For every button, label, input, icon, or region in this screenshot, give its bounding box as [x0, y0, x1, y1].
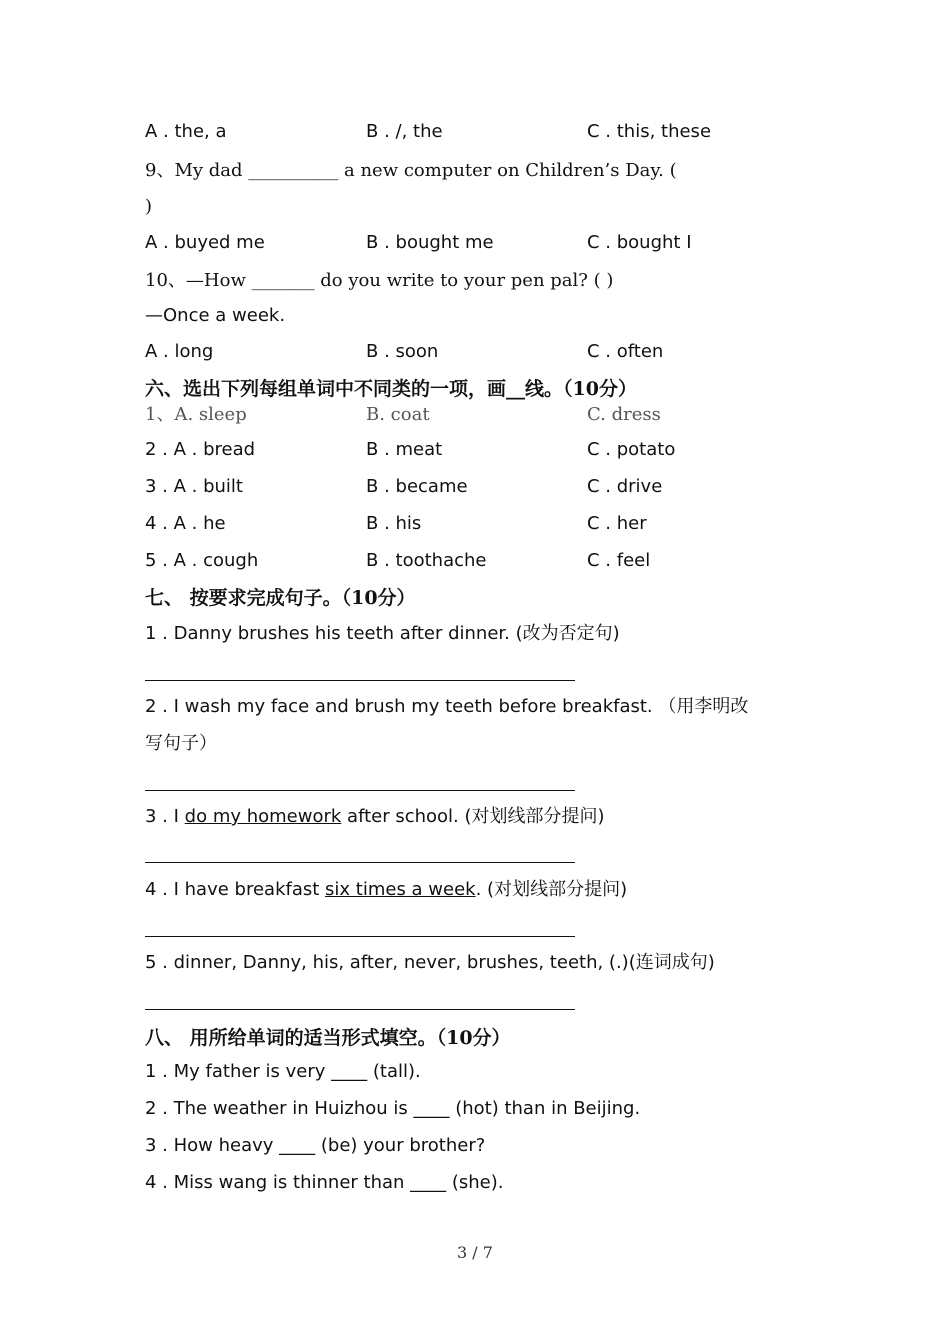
item5-option-a: 5 . A . cough: [145, 550, 259, 571]
section8-item-1: 1 . My father is very ____ (tall).: [145, 1061, 421, 1082]
item1-option-a: 1、A. sleep: [145, 404, 247, 425]
section8-item-3: 3 . How heavy ____ (be) your brother?: [145, 1135, 486, 1156]
section7-sentence-2: 2 . I wash my face and brush my teeth before breakfast. （用李明改: [145, 696, 749, 717]
s4-suffix: . (对划线部分提问): [475, 879, 628, 900]
section6-item-1: [145, 403, 661, 427]
item4-option-a: 4 . A . he: [145, 513, 226, 534]
q9-options: [145, 231, 692, 255]
q9-option-c: C . bought I: [587, 232, 692, 253]
q8-options: [145, 120, 712, 144]
section7-sentence-4: [145, 878, 627, 902]
q10-stem: 10、—How _______ do you write to your pen pal? ( ): [145, 270, 614, 291]
q9-bracket-close: ): [145, 196, 153, 217]
section6-item-2: [145, 438, 676, 462]
s3-prefix: 3 . I: [145, 806, 185, 827]
item3-option-c: C . drive: [587, 476, 663, 497]
item5-option-c: C . feel: [587, 550, 651, 571]
section8-title: 八、 用所给单词的适当形式填空。（10分）: [145, 1027, 511, 1049]
q8-option-b: B . /, the: [366, 121, 443, 142]
item1-option-b: B. coat: [366, 404, 430, 425]
s3-underlined: do my homework: [184, 806, 342, 827]
q10-option-b: B . soon: [366, 341, 439, 362]
item3-option-a: 3 . A . built: [145, 476, 243, 497]
item4-option-c: C . her: [587, 513, 647, 534]
answer-line-4: [145, 936, 575, 937]
q9-option-a: A . buyed me: [145, 232, 265, 253]
section6-title: 六、选出下列每组单词中不同类的一项，画__线。（10分）: [145, 378, 637, 400]
answer-line-1: [145, 680, 575, 681]
q10-answer-line: —Once a week.: [145, 305, 286, 326]
q9-stem: 9、My dad __________ a new computer on Children’s Day. (: [145, 160, 677, 181]
q10-options: [145, 340, 664, 364]
section7-sentence-5: 5 . dinner, Danny, his, after, never, brushes, teeth, (.)(连词成句): [145, 952, 715, 973]
section7-title: 七、 按要求完成句子。（10分）: [145, 587, 416, 609]
item1-option-c: C. dress: [587, 404, 661, 425]
item2-option-c: C . potato: [587, 439, 676, 460]
page-number: 3 / 7: [457, 1243, 493, 1262]
item5-option-b: B . toothache: [366, 550, 487, 571]
s3-suffix: after school. (对划线部分提问): [341, 806, 605, 827]
s4-underlined: six times a week: [325, 879, 476, 900]
section6-item-3: [145, 475, 663, 499]
q10-option-c: C . often: [587, 341, 664, 362]
section6-item-4: [145, 512, 647, 536]
section7-sentence-1: 1 . Danny brushes his teeth after dinner. (改为否定句): [145, 623, 620, 644]
q10-option-a: A . long: [145, 341, 214, 362]
section7-sentence-2-cont: 写句子）: [145, 733, 217, 754]
q9-option-b: B . bought me: [366, 232, 494, 253]
s4-prefix: 4 . I have breakfast: [145, 879, 326, 900]
answer-line-3: [145, 862, 575, 863]
answer-line-2: [145, 790, 575, 791]
q8-option-a: A . the, a: [145, 121, 227, 142]
item4-option-b: B . his: [366, 513, 422, 534]
item2-option-b: B . meat: [366, 439, 443, 460]
item2-option-a: 2 . A . bread: [145, 439, 256, 460]
section7-sentence-3: [145, 805, 605, 829]
section8-item-4: 4 . Miss wang is thinner than ____ (she).: [145, 1172, 504, 1193]
item3-option-b: B . became: [366, 476, 468, 497]
q8-option-c: C . this, these: [587, 121, 712, 142]
answer-line-5: [145, 1009, 575, 1010]
section6-item-5: [145, 549, 651, 573]
section8-item-2: 2 . The weather in Huizhou is ____ (hot) than in Beijing.: [145, 1098, 641, 1119]
